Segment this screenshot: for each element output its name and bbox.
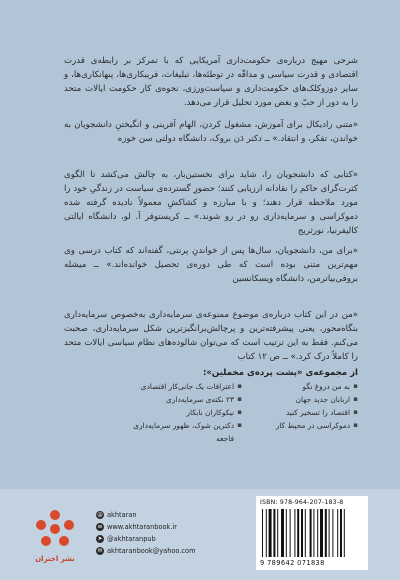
contact-text: @akhtaranpub (107, 535, 156, 543)
barcode-digits: 9 789642 071838 (260, 559, 325, 567)
series-list-left (122, 380, 242, 445)
series-item: ▪ دموکراسی در محیط کار (238, 419, 358, 432)
series-title: از مجموعه‌ی «پشت پرده‌ی مخملین»: (202, 368, 358, 378)
review-quote-brook: «متنی رادیکال برای آموزش، مشغول کردن، الهام آفرینی و انگیختنِ دانشجویان به خواندن، تفکر، و انتقاد.» ــ دکتر دَن بروک، دانشگاه دولتی سن خوزه (64, 120, 358, 144)
review-quote-brophy: «برای من، دانشجویان، سال‌ها پس از خواندنِ پرنتی، گفته‌اند که کتاب درسی وی مهم‌ترین متنی بوده است که طی دوره‌ی تحصیل خوانده‌اند.» ــ میشله بروفی‌بیاترمن، دانشگاه ویسکانسین (64, 246, 358, 284)
contact-text: akhtaranbook@yahoo.com (107, 547, 196, 555)
email-icon: ✉ (97, 548, 103, 554)
series-item: ▪ اعترافات یک جانی‌کار اقتصادی (122, 380, 242, 393)
publisher-contacts (96, 509, 196, 557)
isbn-barcode-box (256, 496, 368, 570)
series-item: ▪ دکترین شوک، ظهور سرمایه‌داری فاجعه (122, 419, 242, 445)
series-item: ▪ اربابان جدید جهان (238, 393, 358, 406)
at-icon: @ (97, 512, 103, 518)
series-list-right (238, 380, 358, 432)
telegram-icon: ➤ (97, 536, 103, 542)
contact-text: akhtaran (107, 511, 137, 519)
review-quote-lowe: «کتابی که دانشجویان را، شاید برای نخستین‌بار، به چالش می‌کشد تا الگوی کثرت‌گرای حاکم را نقادانه ارزیابی کنند؛ حضورِ گسترده‌ی سیاست در زندگیِ خود را مورد ملاحظه قرار دهند؛ و با مبارزه و کشاکشِ معمولاً نادیده گرفته شده دموکراسی و سرمایه‌داری رو در رو شوند.» ــ کریستوفر آ. لو، دانشگاه ایالتی کالیفرنیا، نورثریج (64, 170, 358, 236)
series-item: ▪ به من دروغ نگو (238, 380, 358, 393)
contact-text: www.akhtaranbook.ir (107, 523, 177, 531)
isbn-number: ISBN: 978-964-207-183-8 (260, 499, 344, 506)
series-item: ▪ نیکوکاران نابکار (122, 406, 242, 419)
contact-telegram[interactable] (96, 533, 196, 545)
contact-website[interactable] (96, 521, 196, 533)
publisher-name: نشر اختران (35, 555, 75, 563)
description-paragraph: شرحی مهیج درباره‌ی حکومت‌داری آمریکایی که با تمرکز بر رابطه‌ی قدرت اقتصادی و قدرت سیاسی و مداقّه در توطئه‌ها، تبلیغات، فریبکاری‌ها، پنهانکاری‌ها، و سایر دوزوکلک‌های حکومت‌داری و سیاست‌ورزی، نحوه‌ی کار حکومت ایالات متحد را به دور از حبّ و بغض مورد تحلیل قرار می‌دهد. (64, 56, 358, 108)
publisher-logo (34, 508, 76, 563)
globe-icon: w (97, 524, 103, 530)
publisher-star-icon (34, 508, 76, 548)
series-item: ▪ اقتصاد را تسخیر کنید (238, 406, 358, 419)
series-item: ▪ ۲۳ نکته‌ی سرمایه‌داری (122, 393, 242, 406)
contact-email[interactable] (96, 545, 196, 557)
barcode (260, 509, 364, 557)
contact-instagram[interactable] (96, 509, 196, 521)
author-quote: «من در این کتاب درباره‌ی موضوع ممنوعه‌ی سرمایه‌داری به‌خصوص سرمایه‌داری بنگاه‌محور، یعنی پیشرفته‌ترین و پرچالش‌برانگیزترین شکل سرمایه‌داری، صحبت می‌کنم. فقط به این ترتیب است که می‌توان شالوده‌های نظام سیاسی ایالات متحد را کاملاً درک کرد.» ــ ص ۱۲ کتاب (64, 310, 358, 362)
